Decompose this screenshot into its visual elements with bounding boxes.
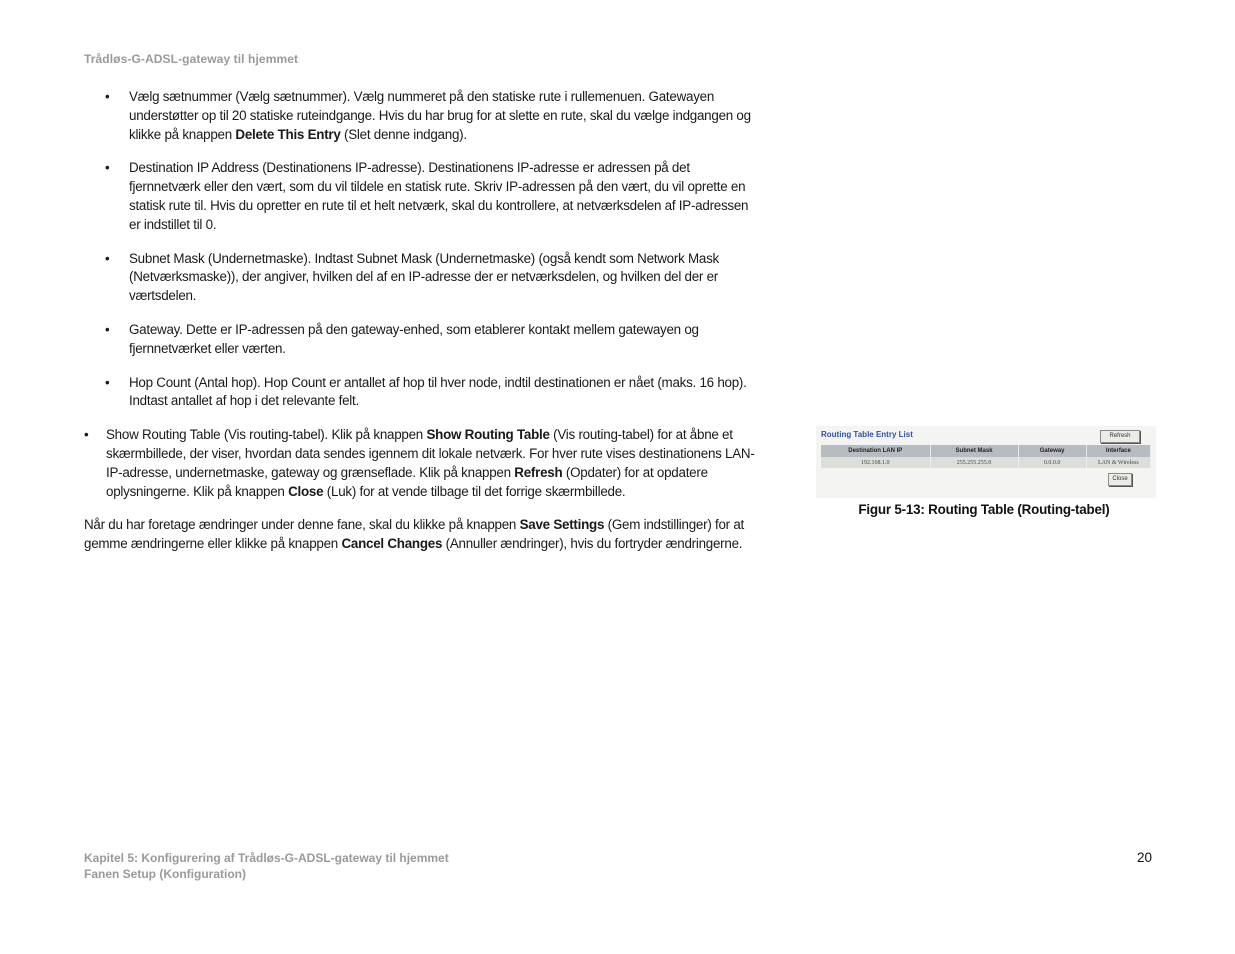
routing-table-title: Routing Table Entry List bbox=[821, 430, 913, 439]
column-header: Destination LAN IP bbox=[821, 445, 930, 457]
column-header: Gateway bbox=[1018, 445, 1086, 457]
bullet-dot: • bbox=[84, 427, 89, 443]
table-cell: 255.255.255.0 bbox=[930, 457, 1018, 468]
bullet-dot: • bbox=[105, 250, 110, 266]
routing-table-screenshot bbox=[816, 426, 1156, 498]
table-cell: 0.0.0.0 bbox=[1018, 457, 1086, 468]
column-header: Subnet Mask bbox=[930, 445, 1018, 457]
table-cell: LAN & Wireless bbox=[1086, 457, 1150, 468]
bullet-text: Vælg sætnummer (Vælg sætnummer). Vælg nummeret på den statiske rute i rullemenuen. Gatewayen understøtter op til 20 statiske ruteindgange. Hvis du har brug for at slette en rute, skal du vælge indgangen og klikke på knappen Delete This Entry (Slet denne indgang). bbox=[129, 89, 751, 142]
routing-table bbox=[821, 445, 1151, 468]
bullet-text: Destination IP Address (Destinationens IP-adresse). Destinationens IP-adresse er adressen på det fjernnetværk eller den vært, som du vil tildele en statisk rute. Skriv IP-adressen på den vært, du vil oprette en statisk rute til. Hvis du opretter en rute til et helt netværk, skal du kontrollere, at netværksdelen af IP-adressen er indstillet til 0. bbox=[129, 160, 749, 232]
table-cell: 192.168.1.0 bbox=[821, 457, 930, 468]
figure-caption: Figur 5-13: Routing Table (Routing-tabel) bbox=[858, 502, 1110, 517]
page-number: 20 bbox=[1136, 850, 1152, 865]
footer-chapter: Kapitel 5: Konfigurering af Trådløs-G-ADSL-gateway til hjemmet bbox=[84, 851, 449, 865]
bullet-text: Gateway. Dette er IP-adressen på den gateway-enhed, som etablerer kontakt mellem gatewayen og fjernnetværket eller værten. bbox=[129, 321, 699, 356]
closing-text: Når du har foretage ændringer under denne fane, skal du klikke på knappen Save Settings (Gem indstillinger) for at gemme ændringerne eller klikke på knappen Cancel Changes (Annuller ændringer), hvis du fortryder ændringerne. bbox=[84, 517, 745, 552]
table-row bbox=[821, 457, 1151, 468]
bullet-dot: • bbox=[105, 160, 110, 176]
table-header-row bbox=[821, 445, 1151, 457]
bullet-text: Hop Count (Antal hop). Hop Count er antallet af hop til hver node, indtil destinationen er nået (maks. 16 hop). Indtast antallet af hop i det relevante felt. bbox=[129, 374, 747, 409]
closing-paragraph bbox=[84, 516, 760, 554]
running-header: Trådløs-G-ADSL-gateway til hjemmet bbox=[84, 52, 299, 66]
footer-section: Fanen Setup (Konfiguration) bbox=[84, 867, 246, 881]
bullet-text: Subnet Mask (Undernetmaske). Indtast Subnet Mask (Undernetmaske) (også kendt som Network Mask (Netværksmaske)), der angiver, hvilken del af en IP-adresse der er netværksdelen, og hvilken del der er værtsdelen. bbox=[129, 250, 719, 304]
bullet-text: Show Routing Table (Vis routing-tabel). Klik på knappen Show Routing Table (Vis routing-tabel) for at åbne et skærmbillede, der viser, hvordan data sendes igennem dit lokale netværk. For hver rute vises destinationens LAN-IP-adresse, undernetmaske, gateway og grænseflade. Klik på knappen Refresh (Opdater) for at opdatere oplysningerne. Klik på knappen Close (Luk) for at vende tilbage til det forrige skærmbillede. bbox=[106, 427, 755, 499]
column-header: Interface bbox=[1086, 445, 1150, 457]
bullet-dot: • bbox=[105, 374, 110, 390]
refresh-button[interactable]: Refresh bbox=[1100, 430, 1140, 443]
bullet-item bbox=[84, 321, 760, 359]
bullet-item-show-routing-table bbox=[84, 426, 760, 501]
body-text bbox=[84, 88, 760, 554]
bullet-item bbox=[84, 159, 760, 234]
bullet-item bbox=[84, 88, 760, 144]
bullet-dot: • bbox=[105, 89, 110, 104]
close-button[interactable]: Close bbox=[1108, 473, 1132, 486]
footer bbox=[84, 850, 449, 882]
bullet-item bbox=[84, 250, 760, 306]
bullet-dot: • bbox=[105, 321, 110, 337]
bullet-item bbox=[84, 374, 760, 412]
